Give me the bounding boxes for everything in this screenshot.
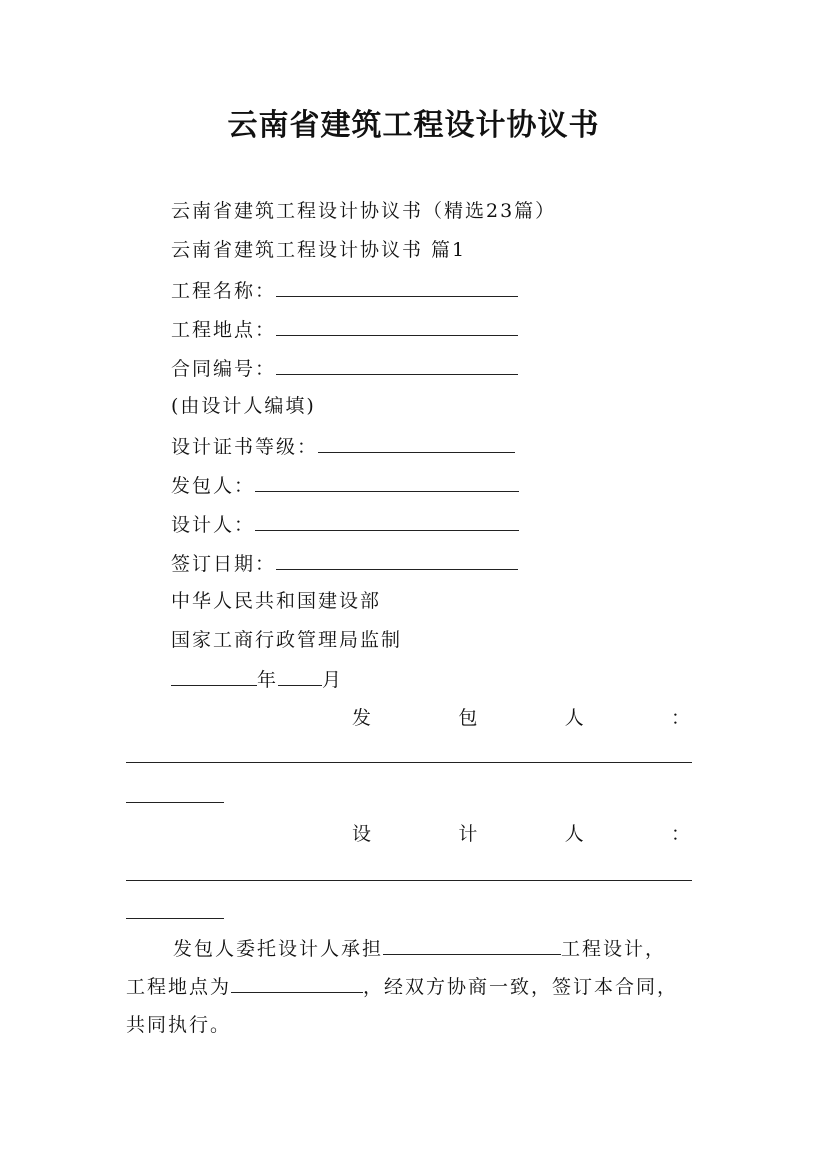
char: 计 [458,823,478,845]
char: 设 [352,823,372,845]
subtitle: 云南省建筑工程设计协议书（精选23篇） [171,200,557,222]
cert-level-field [171,432,515,458]
project-name-field [171,276,518,302]
location-blank[interactable] [231,972,363,993]
issuer-ministry: 中华人民共和国建设部 [171,590,382,612]
year-label: 年 [257,669,279,691]
designer-field [171,510,519,536]
para-text: 工程地点为 [126,976,232,998]
char: 人 [564,707,584,729]
project-name-blank[interactable] [276,276,518,297]
month-label: 月 [322,669,344,691]
designer-spread-label [352,821,690,847]
designer-label: 设计人： [171,514,256,536]
contract-no-field [171,354,518,380]
cert-level-label: 设计证书等级： [171,436,319,458]
char: 人 [564,823,584,845]
year-month-line [171,665,343,691]
char: 发 [352,707,372,729]
sign-date-label: 签订日期： [171,553,277,575]
para-line-2 [126,968,724,1006]
para-text: 工程设计， [561,938,667,960]
project-name-label: 工程名称： [171,280,277,302]
sign-date-field [171,549,518,575]
cert-level-blank[interactable] [318,432,515,453]
char: 包 [458,707,478,729]
employer-spread-label [352,705,690,731]
para-line-1 [126,930,724,968]
char: ： [670,707,690,729]
month-blank[interactable] [278,665,322,686]
designer-blank[interactable] [255,510,519,531]
designer-rule-1[interactable] [126,860,692,881]
project-location-label: 工程地点： [171,319,277,341]
employer-rule-1[interactable] [126,742,692,763]
employer-field [171,471,519,497]
designer-fill-note: (由设计人编填) [171,395,316,417]
agreement-paragraph [126,930,724,1044]
section-heading: 云南省建筑工程设计协议书 篇1 [171,239,467,261]
employer-blank[interactable] [255,471,519,492]
designer-rule-2[interactable] [126,898,224,919]
employer-label: 发包人： [171,475,256,497]
para-text: 发包人委托设计人承担 [173,938,384,960]
employer-rule-2[interactable] [126,782,224,803]
project-blank[interactable] [383,934,561,955]
para-text: ，经双方协商一致，签订本合同， [363,976,679,998]
sign-date-blank[interactable] [276,549,518,570]
project-location-blank[interactable] [276,315,518,336]
para-line-3: 共同执行。 [126,1014,232,1036]
contract-no-blank[interactable] [276,354,518,375]
char: ： [670,823,690,845]
year-blank[interactable] [171,665,257,686]
contract-no-label: 合同编号： [171,358,277,380]
issuer-bureau: 国家工商行政管理局监制 [171,629,403,651]
project-location-field [171,315,518,341]
page-title: 云南省建筑工程设计协议书 [227,108,600,143]
